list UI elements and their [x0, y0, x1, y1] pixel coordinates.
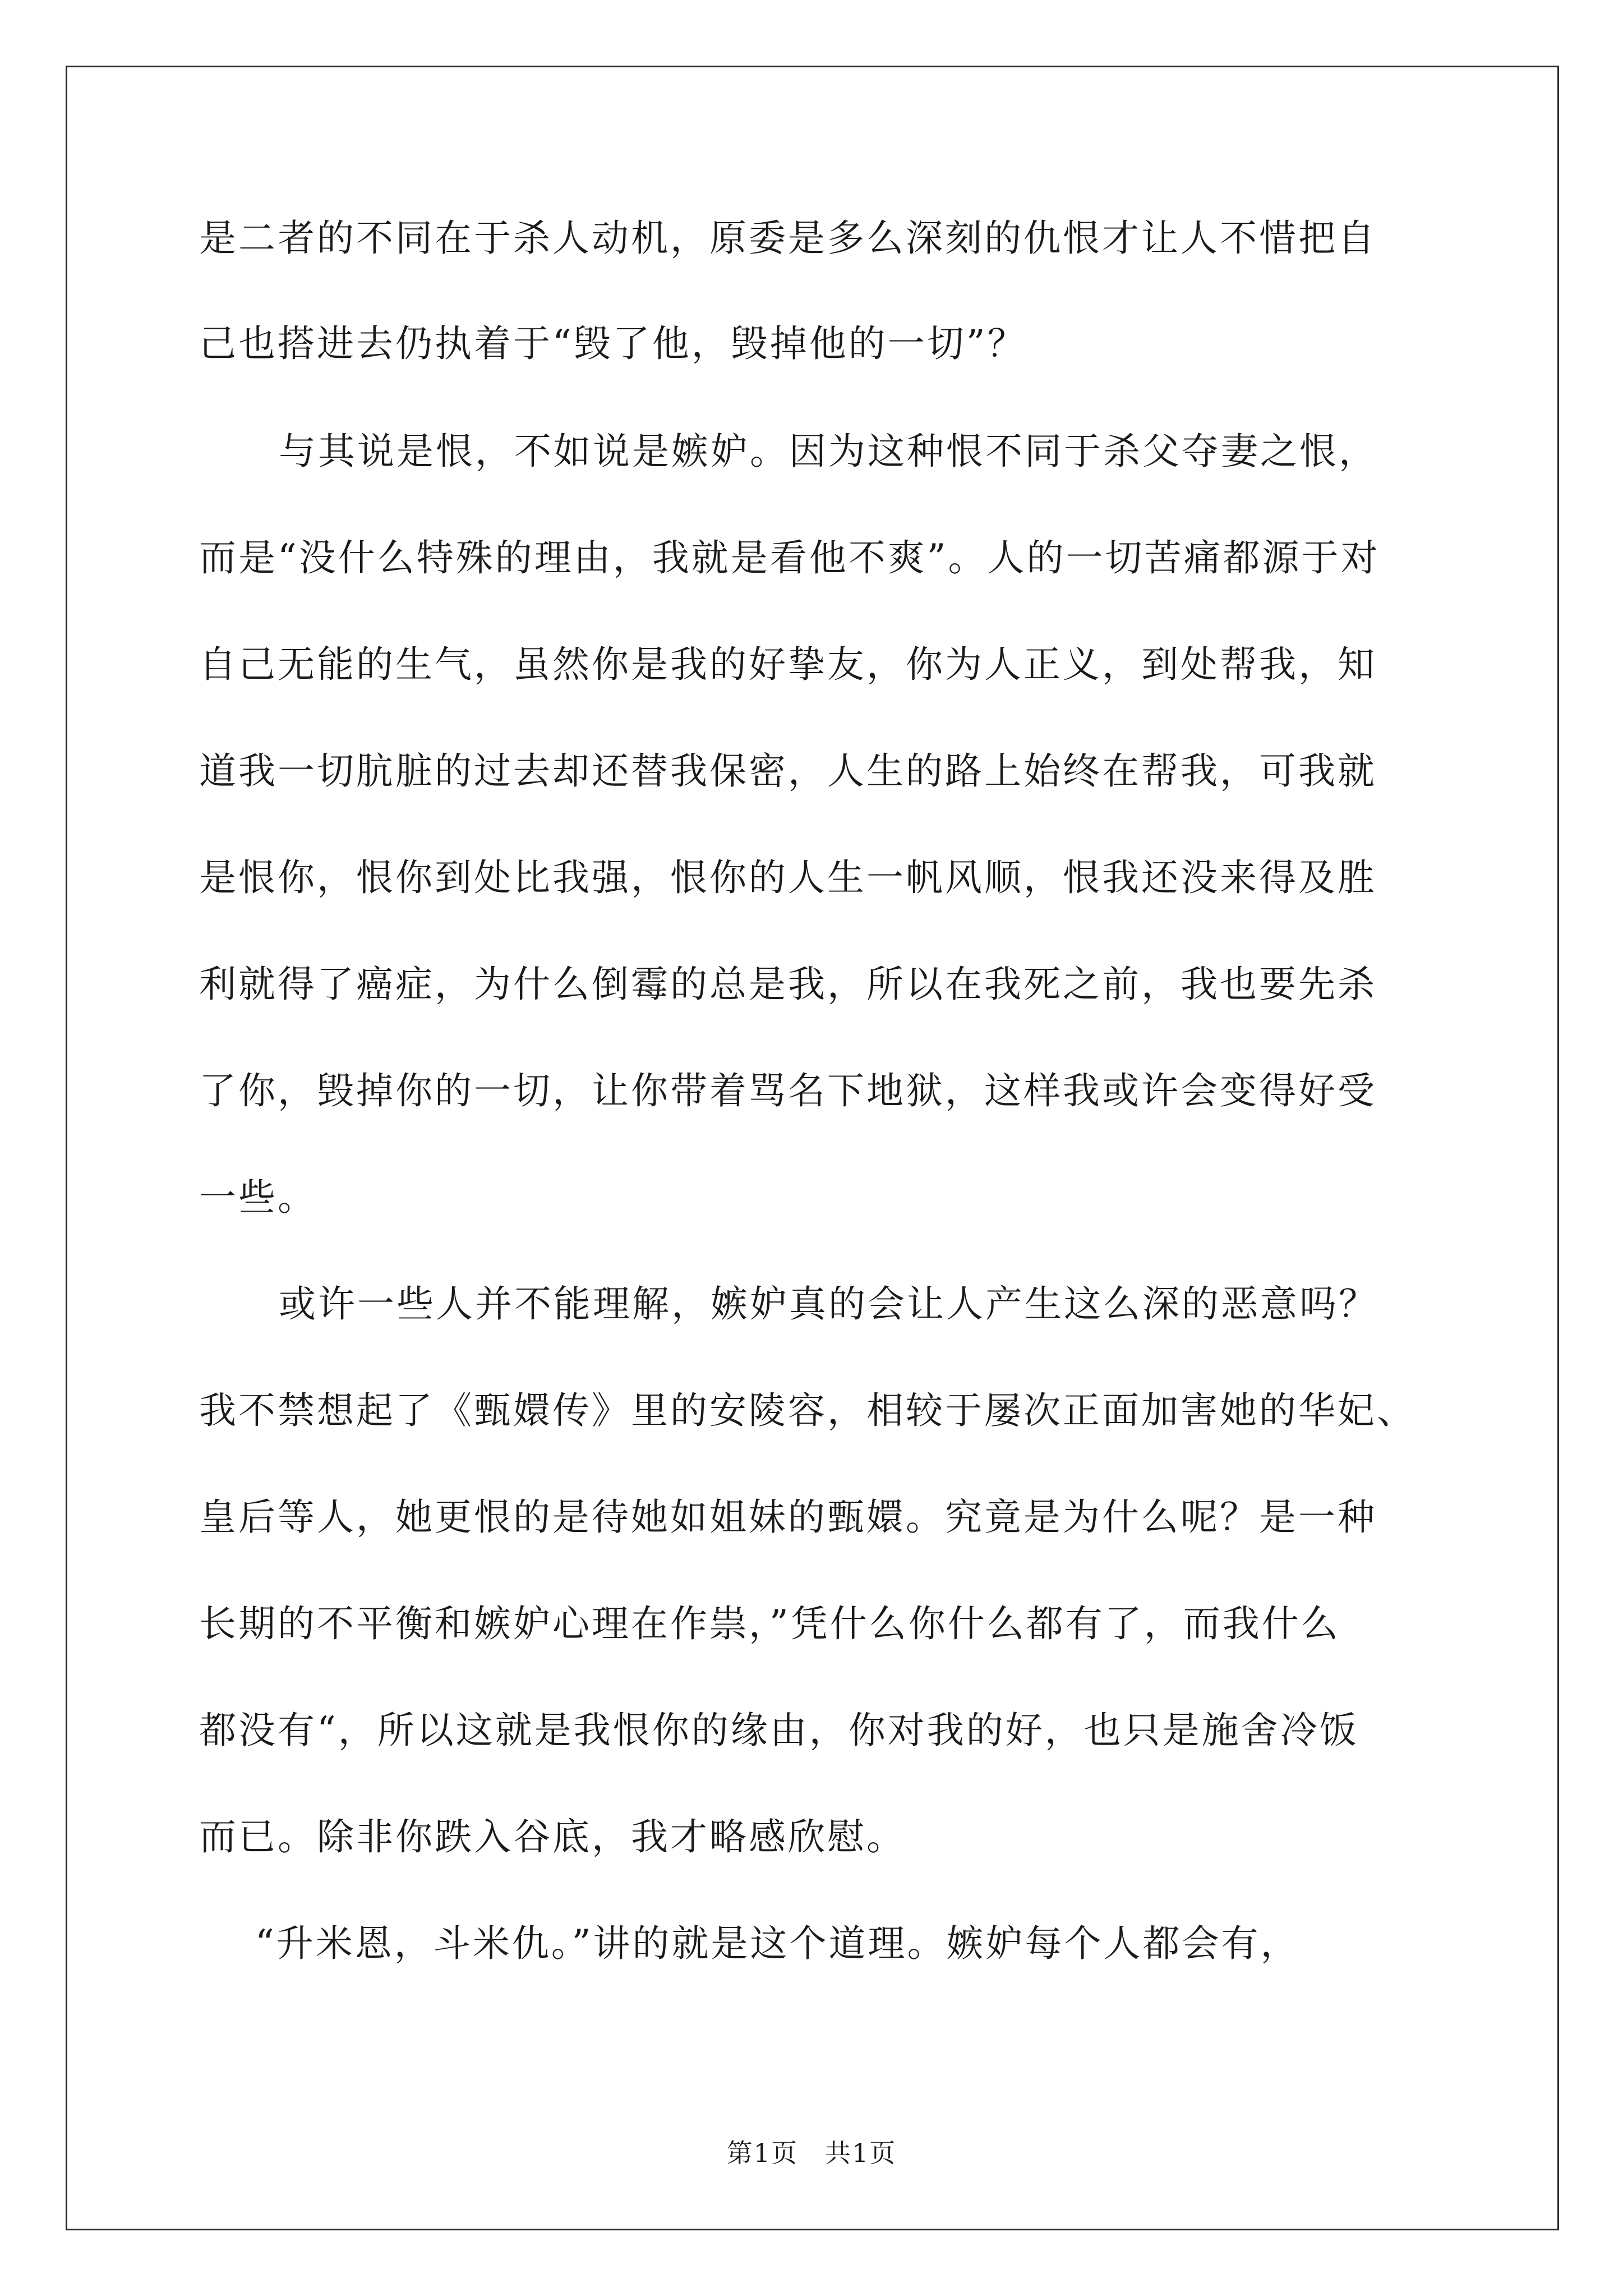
paragraph-start-line: “升米恩，斗米仇。”讲的就是这个道理。嫉妒每个人都会有， — [255, 1922, 1300, 1965]
text-line: 我不禁想起了《甄嬛传》里的安陵容，相较于屡次正面加害她的华妃、 — [199, 1389, 1416, 1432]
text-line: 了你，毁掉你的一切，让你带着骂名下地狱，这样我或许会变得好受 — [199, 1069, 1377, 1112]
text-line: 利就得了癌症，为什么倒霉的总是我，所以在我死之前，我也要先杀 — [199, 963, 1377, 1006]
text-line: 是二者的不同在于杀人动机，原委是多么深刻的仇恨才让人不惜把自 — [199, 217, 1377, 260]
paragraph-start-line: 与其说是恨，不如说是嫉妒。因为这种恨不同于杀父夺妻之恨， — [279, 430, 1378, 473]
text-line: 而已。除非你跌入谷底，我才略感欣慰。 — [199, 1815, 906, 1858]
text-line: 都没有“，所以这就是我恨你的缘由，你对我的好，也只是施舍冷饭 — [199, 1709, 1359, 1752]
text-line: 自己无能的生气，虽然你是我的好挚友，你为人正义，到处帮我，知 — [199, 643, 1377, 686]
text-line: 皇后等人，她更恨的是待她如姐妹的甄嬛。究竟是为什么呢？是一种 — [199, 1496, 1377, 1539]
text-line: 道我一切肮脏的过去却还替我保密，人生的路上始终在帮我，可我就 — [199, 749, 1377, 793]
paragraph-start-line: 或许一些人并不能理解，嫉妒真的会让人产生这么深的恶意吗？ — [279, 1282, 1378, 1326]
page-footer: 第1页 共1页 — [726, 2138, 897, 2168]
text-line: 是恨你，恨你到处比我强，恨你的人生一帆风顺，恨我还没来得及胜 — [199, 856, 1377, 899]
text-line: 己也搭进去仍执着于“毁了他，毁掉他的一切”？ — [199, 322, 1027, 365]
text-line: 而是“没什么特殊的理由，我就是看他不爽”。人的一切苦痛都源于对 — [199, 536, 1380, 579]
page-border — [66, 66, 1559, 2230]
text-line: 一些。 — [199, 1176, 317, 1219]
text-line: 长期的不平衡和嫉妒心理在作祟，”凭什么你什么都有了，而我什么 — [199, 1602, 1340, 1645]
